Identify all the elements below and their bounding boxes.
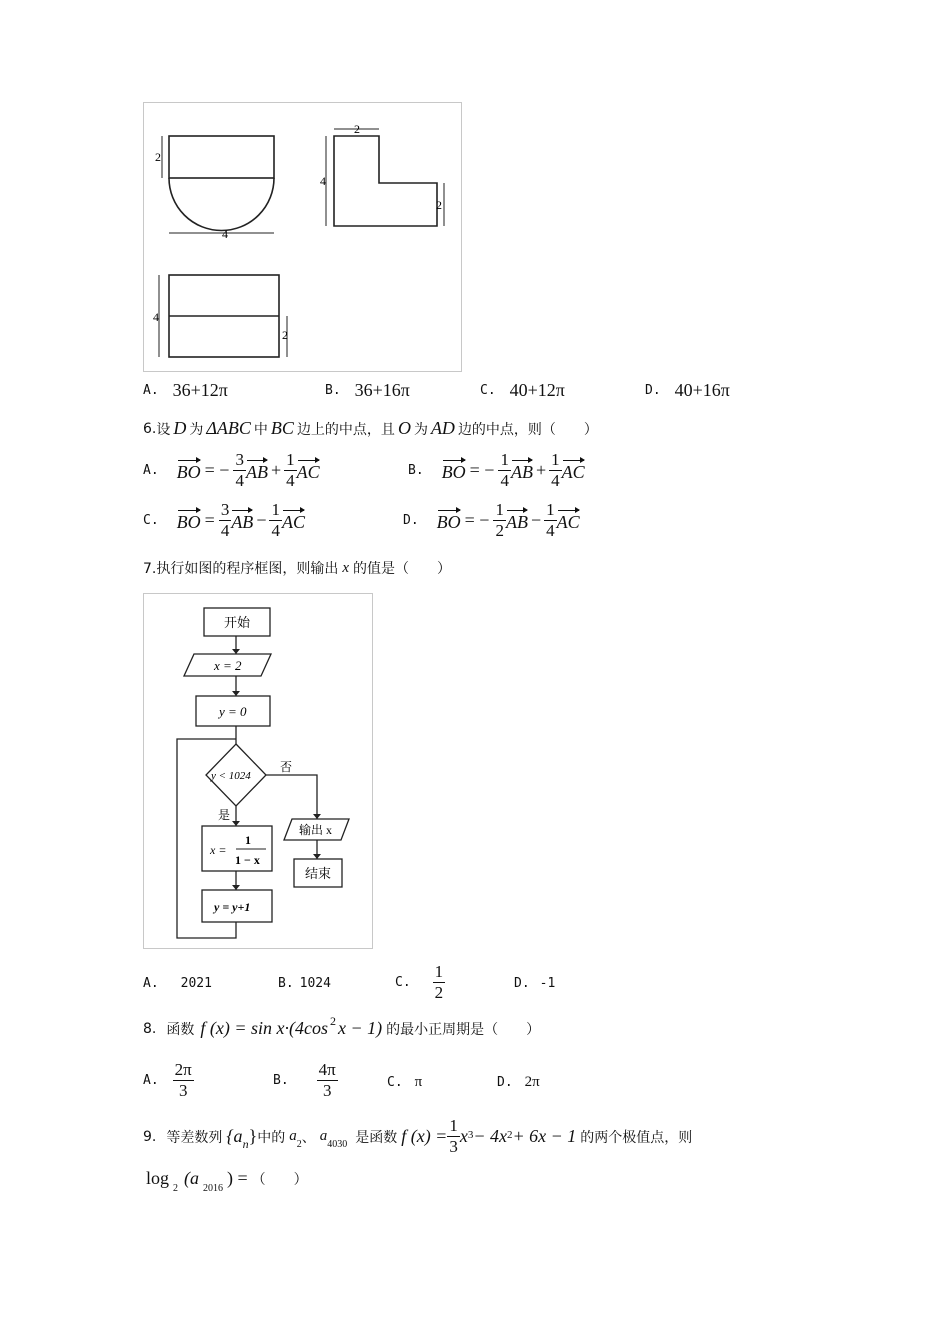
question-number: 6. [143,420,157,437]
flow-yes: 是 [218,808,231,822]
operator: + [535,460,547,480]
stem-text: 的最小正周期是（ ） [386,1021,541,1038]
option-text: 36+12π [172,380,228,400]
vector-ab: AB [506,508,528,533]
flowchart-drawing [144,594,372,948]
option-label: C. [387,1075,403,1090]
stem-text: 等差数列 [166,1129,223,1146]
fraction: $\frac{1}{4}$ [271,500,280,540]
stem-text: 是函数 [355,1129,398,1146]
stem-text: 中的 [257,1129,286,1146]
equals: = − [204,460,230,480]
q6-option-b[interactable] [408,450,585,491]
operator: − [256,510,267,530]
flow-increment: y = y+1 [214,900,251,914]
option-label: C. [395,975,411,990]
option-label: B. [278,976,294,991]
log-arg: (a [184,1168,200,1188]
q5-option-d[interactable] [645,380,730,401]
vector-bo: BO [442,458,466,483]
segment-bc: BC [270,418,294,438]
q6-option-c[interactable] [143,500,305,541]
stem-text: 为 [413,421,428,438]
flow-assign-den: 1 − x [235,853,260,867]
fraction: $\frac{1}{4}$ [500,450,509,490]
option-text: 2021 [180,976,212,991]
side-view [326,129,444,226]
option-label: D. [497,1075,513,1090]
stem-text: 的值是（ ） [353,561,452,577]
stem-text: 的两个极值点，则 [580,1129,693,1146]
fraction: $\frac{1}{3}$ [449,1116,458,1156]
fraction: $\frac{3}{4}$ [235,450,244,490]
option-label: B. [273,1073,289,1088]
option-label: A. [143,463,159,478]
option-text: 2π [524,1074,540,1090]
fraction: $\frac{1}{4}$ [286,450,295,490]
dim-front-width: 4 [222,227,228,241]
q6-option-d[interactable] [403,500,580,541]
dim-top-height: 4 [153,310,159,324]
fraction: $\frac{3}{4}$ [220,500,230,540]
q7-option-a[interactable] [143,976,212,991]
stem-text: 为 [189,421,204,438]
q6-stem [143,418,598,439]
q8-option-a[interactable] [143,1060,194,1101]
vector-ab: AB [231,508,253,533]
q9-stem [143,1116,692,1157]
q7-option-d[interactable] [514,976,555,991]
option-label: D. [403,513,419,528]
option-label: B. [408,463,424,478]
equals: = [204,510,215,530]
fraction: $\frac{1}{4}$ [551,450,560,490]
stem-text: 中 [253,421,268,438]
subscript: n [242,1137,249,1151]
flow-start: 开始 [224,615,251,630]
operator: + [270,460,282,480]
variable-x: x [342,559,350,576]
option-label: C. [480,383,496,398]
flow-input: x = 2 [214,658,242,673]
q9-log-line [146,1168,308,1194]
segment-ad: AD [430,418,455,438]
flow-end: 结束 [305,866,332,881]
log: log [146,1168,170,1188]
option-text: π [414,1074,423,1090]
option-text: -1 [539,976,556,991]
flow-assign-lhs: x = [210,843,227,857]
sequence: {a [226,1126,243,1146]
q5-option-c[interactable] [480,380,565,401]
option-fraction: $\frac{2\pi}{3}$ [174,1060,192,1100]
subscript: 2 [173,1183,179,1194]
option-fraction: $\frac{4\pi}{3}$ [318,1060,336,1100]
subscript: 4030 [327,1139,348,1150]
subscript: 2016 [203,1183,224,1194]
flowchart-figure [143,593,373,949]
superscript: 2 [506,1128,513,1141]
function-expression-tail: x − 1) [337,1018,383,1038]
point-d: D [173,418,187,438]
option-label: D. [514,976,530,991]
vector-bo: BO [177,458,201,483]
brace: } [248,1126,258,1146]
subscript: 2 [296,1139,302,1150]
vector-ac: AC [562,458,585,483]
fraction: $\frac{1}{2}$ [495,500,504,540]
vector-bo: BO [177,508,201,533]
poly-term: x [459,1126,468,1146]
option-label: A. [143,383,159,398]
stem-text: 设 [156,421,171,438]
dim-side-height: 4 [320,174,326,188]
option-fraction: $\frac{1}{2}$ [434,962,444,1002]
function-lhs: f (x) = [401,1126,448,1146]
option-text: 1024 [299,976,331,991]
function-expression: f (x) = sin x·(4cos [200,1018,328,1038]
q5-option-b[interactable] [325,380,410,401]
option-text: 36+16π [354,380,410,400]
vector-ac: AC [282,508,305,533]
poly-term: + 6x − 1 [512,1126,577,1146]
option-label: B. [325,383,341,398]
equals: = − [464,510,490,530]
answer-blank: （ ） [251,1171,308,1188]
operator: − [530,510,542,530]
equals: = − [469,460,495,480]
stem-text: 边上的中点，且 [296,421,395,438]
dim-side-top: 2 [354,122,360,136]
stem-text: 7.执行如图的程序框图，则输出 [143,561,339,577]
option-text: 40+12π [509,380,565,400]
q8-option-b[interactable] [273,1060,338,1101]
vector-ac: AC [557,508,580,533]
flow-output: 输出 x [299,823,333,837]
q7-option-b[interactable] [278,976,331,991]
three-view-figure [143,102,462,372]
question-number: 9. [143,1128,157,1145]
fraction: $\frac{1}{4}$ [546,500,555,540]
flow-no: 否 [280,760,293,774]
vector-ab: AB [246,458,268,483]
poly-term: − 4x [473,1126,507,1146]
option-text: 40+16π [674,380,730,400]
stem-text: 边的中点，则（ ） [457,421,598,438]
separator: 、 [301,1129,316,1146]
dim-side-step: 2 [436,198,442,212]
stem-text: 函数 [166,1021,195,1038]
log-close: ) = [227,1168,248,1188]
option-label: C. [143,513,159,528]
vector-ab: AB [511,458,533,483]
dim-front-height: 2 [155,150,161,164]
q8-option-d[interactable] [497,1074,540,1091]
flow-condition: y < 1024 [211,770,251,782]
three-view-drawing [144,103,461,371]
triangle: ΔABC [206,418,251,438]
option-label: A. [143,1073,159,1088]
option-label: A. [143,976,159,991]
vector-ac: AC [297,458,320,483]
q7-option-c[interactable] [395,962,445,1003]
point-o: O [397,418,411,438]
q8-option-c[interactable] [387,1074,422,1091]
front-view [162,136,274,233]
q7-stem [143,558,451,578]
dim-top-half: 2 [282,328,288,342]
option-label: D. [645,383,661,398]
top-view [159,275,287,357]
term-a: a [289,1128,297,1144]
q8-stem [143,1014,541,1039]
flow-assign-num: 1 [245,833,251,847]
flow-init: y = 0 [219,704,247,719]
term-a: a [319,1128,328,1144]
q6-option-a[interactable] [143,450,320,491]
vector-bo: BO [437,508,461,533]
superscript: 3 [467,1128,474,1141]
q5-option-a[interactable] [143,380,228,401]
question-number: 8. [143,1020,157,1037]
superscript: 2 [329,1014,336,1028]
